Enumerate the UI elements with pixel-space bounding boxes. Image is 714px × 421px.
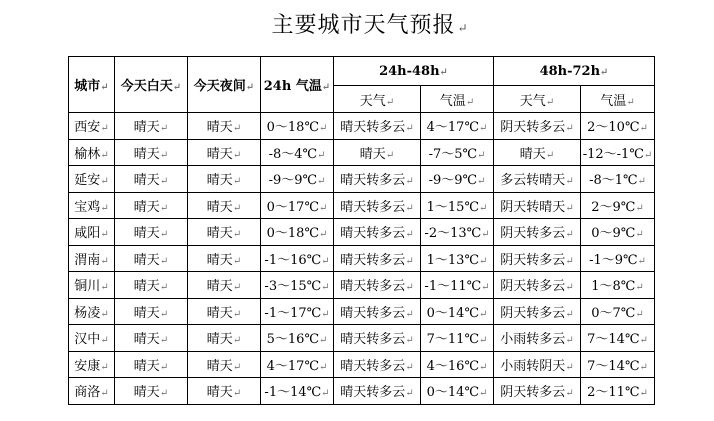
cell-city-text: 延安 [74, 173, 101, 189]
paragraph-mark-icon: ↵ [565, 123, 574, 135]
cell-city [69, 378, 115, 405]
paragraph-mark-icon: ↵ [100, 149, 109, 161]
paragraph-mark-icon: ↵ [321, 388, 330, 400]
cell-today-night [188, 245, 261, 272]
paragraph-mark-icon: ↵ [565, 335, 574, 347]
cell-weather-72h-text: 小雨转阴天 [500, 358, 566, 374]
cell-temp-48h [421, 378, 494, 405]
cell-today-day-text: 晴天 [133, 279, 160, 295]
cell-city [69, 351, 115, 378]
cell-today-day [115, 113, 188, 140]
cell-city [69, 139, 115, 166]
cell-temp-24h [261, 378, 334, 405]
paragraph-mark-icon: ↵ [100, 176, 109, 188]
cell-temp-48h-text: -1～11℃ [424, 279, 482, 295]
cell-temp-24h-text: -9～9℃ [268, 173, 318, 189]
cell-temp-48h [421, 113, 494, 140]
cell-today-day [115, 272, 188, 299]
cell-today-night-text: 晴天 [206, 252, 233, 268]
paragraph-mark-icon: ↵ [232, 335, 242, 347]
cell-city-text: 宝鸡 [74, 199, 101, 215]
paragraph-mark-icon: ↵ [478, 361, 488, 373]
header-weather-72h: 天气↵ [494, 86, 581, 113]
paragraph-mark-icon: ↵ [405, 229, 414, 241]
cell-today-night [188, 272, 261, 299]
header-temp-24h: 24h 气温↵ [261, 57, 334, 113]
table-row [69, 139, 655, 166]
cell-weather-48h-text: 晴天转多云 [340, 252, 406, 268]
cell-temp-72h [581, 298, 655, 325]
paragraph-mark-icon: ↵ [318, 229, 328, 241]
cell-today-night-text: 晴天 [206, 120, 233, 136]
cell-today-day-text: 晴天 [133, 173, 160, 189]
paragraph-mark-icon: ↵ [159, 388, 169, 400]
paragraph-mark-icon: ↵ [478, 202, 488, 214]
paragraph-mark-icon: ↵ [100, 255, 109, 267]
cell-today-night-text: 晴天 [206, 358, 233, 374]
cell-today-day [115, 351, 188, 378]
paragraph-mark-icon: ↵ [100, 308, 109, 320]
cell-temp-48h [421, 166, 494, 193]
paragraph-mark-icon: ↵ [565, 308, 574, 320]
cell-temp-24h-text: 4～17℃ [266, 358, 319, 374]
cell-temp-24h-text: 0～18℃ [266, 120, 319, 136]
paragraph-mark-icon: ↵ [232, 282, 242, 294]
cell-weather-72h-text: 多云转晴天 [500, 173, 566, 189]
cell-weather-48h-text: 晴天转多云 [340, 120, 406, 136]
cell-city-text: 西安 [74, 120, 101, 136]
cell-city-text: 安康 [74, 358, 101, 374]
cell-temp-72h [581, 219, 655, 246]
cell-today-night [188, 192, 261, 219]
cell-weather-72h-text: 晴天 [519, 146, 546, 162]
paragraph-mark-icon: ↵ [159, 123, 169, 135]
cell-temp-24h-text: 0～18℃ [266, 226, 319, 242]
paragraph-mark-icon: ↵ [405, 335, 414, 347]
cell-temp-48h-text: -2～13℃ [424, 226, 482, 242]
cell-today-day-text: 晴天 [133, 385, 160, 401]
cell-temp-24h [261, 192, 334, 219]
cell-city [69, 272, 115, 299]
cell-weather-48h-text: 晴天转多云 [340, 279, 406, 295]
cell-today-night [188, 325, 261, 352]
paragraph-mark-icon: ↵ [405, 176, 414, 188]
cell-city-text: 榆林 [74, 146, 101, 162]
cell-temp-72h [581, 325, 655, 352]
paragraph-mark-icon: ↵ [159, 361, 169, 373]
cell-city-text: 咸阳 [74, 226, 101, 242]
header-row-top [69, 57, 655, 86]
cell-weather-48h [334, 378, 421, 405]
cell-weather-48h [334, 192, 421, 219]
cell-today-day [115, 245, 188, 272]
cell-weather-48h-text: 晴天转多云 [340, 226, 406, 242]
paragraph-mark-icon: ↵ [405, 202, 414, 214]
paragraph-mark-icon: ↵ [159, 255, 169, 267]
cell-weather-48h [334, 298, 421, 325]
cell-weather-72h-text: 阴天转多云 [500, 385, 566, 401]
table-row [69, 192, 655, 219]
cell-today-night [188, 378, 261, 405]
cell-temp-72h-text: 0～9℃ [591, 226, 636, 242]
cell-today-day-text: 晴天 [133, 305, 160, 321]
cell-today-night-text: 晴天 [206, 146, 233, 162]
cell-temp-72h-text: -1～9℃ [589, 252, 638, 268]
paragraph-mark-icon: ↵ [159, 229, 169, 241]
cell-weather-72h [494, 298, 581, 325]
cell-weather-48h-text: 晴天转多云 [340, 173, 406, 189]
paragraph-mark-icon: ↵ [232, 202, 242, 214]
cell-city [69, 219, 115, 246]
cell-today-night [188, 298, 261, 325]
cell-weather-72h [494, 192, 581, 219]
cell-today-day-text: 晴天 [133, 252, 160, 268]
cell-temp-72h-text: 7～14℃ [587, 332, 640, 348]
cell-today-day-text: 晴天 [133, 146, 160, 162]
cell-weather-48h-text: 晴天转多云 [340, 332, 406, 348]
paragraph-mark-icon: ↵ [565, 255, 574, 267]
paragraph-mark-icon: ↵ [405, 123, 414, 135]
cell-temp-24h [261, 325, 334, 352]
cell-temp-72h [581, 351, 655, 378]
cell-today-night-text: 晴天 [206, 305, 233, 321]
weather-table [68, 56, 655, 405]
table-row [69, 272, 655, 299]
paragraph-mark-icon: ↵ [159, 335, 169, 347]
cell-temp-72h-text: 7～14℃ [587, 358, 640, 374]
cell-city-text: 渭南 [74, 252, 101, 268]
cell-today-day-text: 晴天 [133, 226, 160, 242]
cell-temp-72h [581, 166, 655, 193]
paragraph-mark-icon: ↵ [478, 123, 488, 135]
cell-weather-72h-text: 阴天转多云 [500, 226, 566, 242]
cell-temp-48h [421, 139, 494, 166]
table-row [69, 219, 655, 246]
paragraph-mark-icon: ↵ [317, 176, 326, 188]
cell-temp-48h-text: 0～14℃ [426, 385, 479, 401]
cell-weather-72h [494, 351, 581, 378]
cell-weather-48h [334, 351, 421, 378]
cell-temp-48h [421, 192, 494, 219]
cell-temp-48h [421, 272, 494, 299]
cell-city [69, 325, 115, 352]
paragraph-mark-icon: ↵ [318, 202, 328, 214]
cell-weather-72h [494, 245, 581, 272]
cell-weather-72h-text: 小雨转多云 [500, 332, 566, 348]
paragraph-mark-icon: ↵ [232, 176, 242, 188]
cell-temp-48h-text: 4～16℃ [426, 358, 479, 374]
cell-today-night [188, 113, 261, 140]
paragraph-mark-icon: ↵ [318, 361, 328, 373]
cell-temp-48h-text: 1～13℃ [426, 252, 479, 268]
cell-weather-72h-text: 阴天转多云 [500, 279, 566, 295]
paragraph-mark-icon: ↵ [321, 282, 330, 294]
cell-city-text: 铜川 [74, 279, 101, 295]
table-row [69, 378, 655, 405]
paragraph-mark-icon: ↵ [481, 282, 490, 294]
cell-weather-48h [334, 166, 421, 193]
paragraph-mark-icon: ↵ [565, 202, 574, 214]
cell-temp-24h [261, 139, 334, 166]
cell-temp-24h [261, 351, 334, 378]
paragraph-mark-icon: ↵ [232, 149, 242, 161]
cell-today-night [188, 139, 261, 166]
cell-city-text: 杨凌 [74, 305, 101, 321]
paragraph-mark-icon: ↵ [159, 176, 169, 188]
cell-temp-72h-text: -8～1℃ [589, 173, 638, 189]
cell-temp-72h-text: 2～10℃ [587, 120, 640, 136]
cell-temp-48h [421, 219, 494, 246]
cell-temp-48h-text: 0～14℃ [426, 305, 479, 321]
cell-today-night-text: 晴天 [206, 226, 233, 242]
cell-temp-72h-text: 1～8℃ [591, 279, 636, 295]
paragraph-mark-icon: ↵ [159, 149, 169, 161]
cell-weather-48h [334, 272, 421, 299]
cell-city [69, 192, 115, 219]
cell-temp-48h [421, 298, 494, 325]
cell-temp-24h-text: 5～16℃ [266, 332, 319, 348]
cell-temp-48h [421, 325, 494, 352]
cell-weather-48h [334, 113, 421, 140]
paragraph-mark-icon: ↵ [635, 308, 644, 320]
cell-today-day-text: 晴天 [133, 199, 160, 215]
paragraph-mark-icon: ↵ [318, 335, 328, 347]
cell-city-text: 商洛 [74, 385, 101, 401]
cell-weather-72h-text: 阴天转晴天 [500, 199, 566, 215]
cell-temp-72h [581, 139, 655, 166]
paragraph-mark-icon: ↵ [317, 149, 326, 161]
cell-city-text: 汉中 [74, 332, 101, 348]
cell-temp-72h [581, 272, 655, 299]
paragraph-mark-icon: ↵ [477, 176, 486, 188]
cell-today-day-text: 晴天 [133, 332, 160, 348]
paragraph-mark-icon: ↵ [643, 149, 653, 161]
cell-today-night-text: 晴天 [206, 199, 233, 215]
table-row [69, 298, 655, 325]
paragraph-mark-icon: ↵ [478, 255, 488, 267]
table-row [69, 113, 655, 140]
cell-today-day [115, 298, 188, 325]
cell-temp-24h [261, 219, 334, 246]
cell-city [69, 245, 115, 272]
cell-temp-72h [581, 245, 655, 272]
cell-temp-48h-text: 4～17℃ [426, 120, 479, 136]
paragraph-mark-icon: ↵ [639, 361, 648, 373]
cell-temp-72h-text: 2～11℃ [587, 385, 640, 401]
cell-today-night [188, 351, 261, 378]
header-weather-48h: 天气↵ [334, 86, 421, 113]
cell-weather-72h [494, 219, 581, 246]
paragraph-mark-icon: ↵ [232, 229, 242, 241]
cell-weather-48h-text: 晴天转多云 [340, 305, 406, 321]
paragraph-mark-icon: ↵ [478, 335, 488, 347]
cell-temp-24h [261, 166, 334, 193]
paragraph-mark-icon: ↵ [232, 388, 242, 400]
paragraph-mark-icon: ↵ [100, 202, 109, 214]
cell-temp-24h [261, 298, 334, 325]
paragraph-mark-icon: ↵ [232, 308, 242, 320]
paragraph-mark-icon: ↵ [100, 123, 109, 135]
paragraph-mark-icon: ↵ [385, 149, 395, 161]
paragraph-mark-icon: ↵ [457, 21, 469, 35]
header-group-48h: 24h-48h↵ [334, 57, 494, 86]
paragraph-mark-icon: ↵ [100, 361, 109, 373]
header-group-72h: 48h-72h↵ [494, 57, 655, 86]
cell-temp-24h-text: -3～15℃ [264, 279, 322, 295]
paragraph-mark-icon: ↵ [635, 282, 644, 294]
cell-weather-48h [334, 219, 421, 246]
paragraph-mark-icon: ↵ [405, 308, 414, 320]
table-row [69, 245, 655, 272]
paragraph-mark-icon: ↵ [405, 255, 414, 267]
cell-weather-48h-text: 晴天转多云 [340, 385, 406, 401]
table-row [69, 325, 655, 352]
cell-temp-48h-text: 1～15℃ [426, 199, 479, 215]
header-today-day: 今天白天↵ [115, 57, 188, 113]
paragraph-mark-icon: ↵ [565, 229, 574, 241]
paragraph-mark-icon: ↵ [639, 123, 648, 135]
cell-weather-72h-text: 阴天转多云 [500, 120, 566, 136]
cell-weather-48h-text: 晴天转多云 [340, 199, 406, 215]
cell-today-night-text: 晴天 [206, 332, 233, 348]
paragraph-mark-icon: ↵ [481, 229, 490, 241]
cell-temp-24h-text: -1～17℃ [264, 305, 322, 321]
paragraph-mark-icon: ↵ [159, 308, 169, 320]
cell-temp-48h-text: 7～11℃ [426, 332, 479, 348]
cell-temp-48h-text: -7～5℃ [428, 146, 478, 162]
cell-today-night-text: 晴天 [206, 279, 233, 295]
cell-temp-48h [421, 351, 494, 378]
cell-temp-24h-text: -1～14℃ [264, 385, 322, 401]
paragraph-mark-icon: ↵ [565, 388, 574, 400]
cell-temp-72h-text: 2～9℃ [591, 199, 636, 215]
paragraph-mark-icon: ↵ [159, 282, 169, 294]
paragraph-mark-icon: ↵ [318, 123, 328, 135]
cell-temp-72h-text: -12～-1℃ [582, 146, 644, 162]
paragraph-mark-icon: ↵ [100, 388, 109, 400]
cell-temp-24h [261, 113, 334, 140]
cell-temp-72h-text: 0～7℃ [591, 305, 636, 321]
cell-weather-72h-text: 阴天转多云 [500, 252, 566, 268]
header-today-night: 今天夜间↵ [188, 57, 261, 113]
cell-today-night [188, 219, 261, 246]
cell-today-day [115, 219, 188, 246]
table-row [69, 166, 655, 193]
cell-today-day-text: 晴天 [133, 358, 160, 374]
cell-today-day-text: 晴天 [133, 120, 160, 136]
table-row [69, 351, 655, 378]
cell-temp-24h-text: -8～4℃ [268, 146, 318, 162]
cell-city [69, 113, 115, 140]
cell-today-day [115, 378, 188, 405]
cell-temp-72h [581, 192, 655, 219]
paragraph-mark-icon: ↵ [478, 308, 488, 320]
cell-weather-72h-text: 阴天转多云 [500, 305, 566, 321]
paragraph-mark-icon: ↵ [477, 149, 486, 161]
cell-temp-24h [261, 272, 334, 299]
paragraph-mark-icon: ↵ [100, 229, 109, 241]
cell-weather-48h [334, 245, 421, 272]
paragraph-mark-icon: ↵ [321, 308, 330, 320]
cell-weather-48h-text: 晴天 [359, 146, 386, 162]
paragraph-mark-icon: ↵ [637, 255, 646, 267]
cell-today-night [188, 166, 261, 193]
paragraph-mark-icon: ↵ [565, 176, 574, 188]
paragraph-mark-icon: ↵ [405, 282, 414, 294]
paragraph-mark-icon: ↵ [639, 388, 648, 400]
paragraph-mark-icon: ↵ [405, 361, 414, 373]
paragraph-mark-icon: ↵ [159, 202, 169, 214]
paragraph-mark-icon: ↵ [321, 255, 330, 267]
cell-city [69, 298, 115, 325]
cell-temp-72h [581, 113, 655, 140]
cell-temp-48h-text: -9～9℃ [428, 173, 478, 189]
paragraph-mark-icon: ↵ [545, 149, 555, 161]
cell-weather-48h-text: 晴天转多云 [340, 358, 406, 374]
cell-today-day [115, 192, 188, 219]
cell-weather-72h [494, 378, 581, 405]
paragraph-mark-icon: ↵ [232, 361, 242, 373]
header-temp-72h: 气温↵ [581, 86, 655, 113]
paragraph-mark-icon: ↵ [232, 255, 242, 267]
cell-today-night-text: 晴天 [206, 385, 233, 401]
cell-weather-72h [494, 139, 581, 166]
cell-today-night-text: 晴天 [206, 173, 233, 189]
header-temp-48h: 气温↵ [421, 86, 494, 113]
cell-temp-72h [581, 378, 655, 405]
cell-weather-72h [494, 325, 581, 352]
cell-temp-48h [421, 245, 494, 272]
cell-temp-24h-text: 0～17℃ [266, 199, 319, 215]
header-city: 城市↵ [69, 57, 115, 113]
weather-table-body [69, 113, 655, 405]
cell-weather-48h [334, 139, 421, 166]
paragraph-mark-icon: ↵ [100, 335, 109, 347]
paragraph-mark-icon: ↵ [232, 123, 242, 135]
paragraph-mark-icon: ↵ [565, 361, 574, 373]
paragraph-mark-icon: ↵ [635, 229, 644, 241]
cell-today-day [115, 139, 188, 166]
page-title-text: 主要城市天气预报 [271, 13, 456, 38]
paragraph-mark-icon: ↵ [565, 282, 574, 294]
cell-today-day [115, 166, 188, 193]
paragraph-mark-icon: ↵ [635, 202, 644, 214]
cell-weather-72h [494, 113, 581, 140]
page-title [0, 8, 714, 39]
paragraph-mark-icon: ↵ [100, 282, 109, 294]
paragraph-mark-icon: ↵ [405, 388, 414, 400]
cell-today-day [115, 325, 188, 352]
paragraph-mark-icon: ↵ [637, 176, 646, 188]
cell-city [69, 166, 115, 193]
paragraph-mark-icon: ↵ [478, 388, 488, 400]
cell-temp-24h-text: -1～16℃ [264, 252, 322, 268]
cell-weather-72h [494, 272, 581, 299]
paragraph-mark-icon: ↵ [639, 335, 648, 347]
cell-weather-72h [494, 166, 581, 193]
cell-temp-24h [261, 245, 334, 272]
cell-weather-48h [334, 325, 421, 352]
